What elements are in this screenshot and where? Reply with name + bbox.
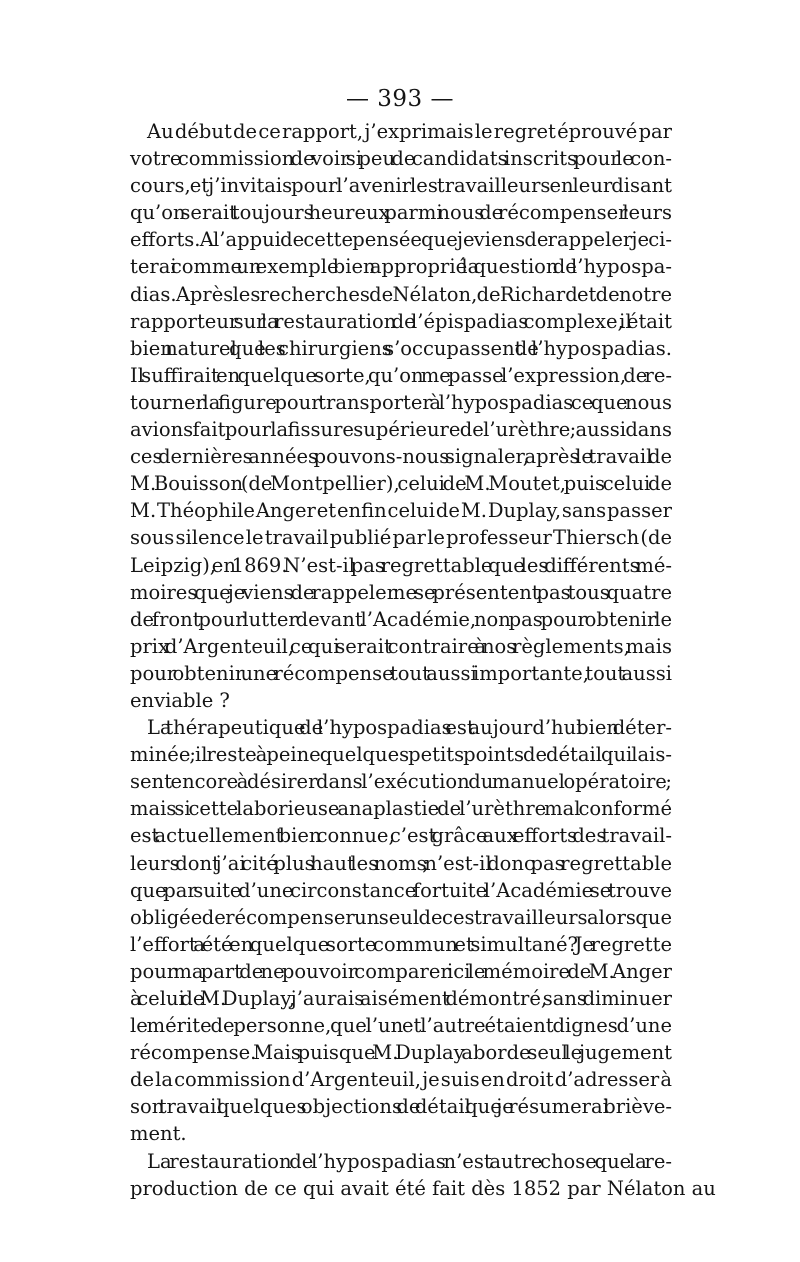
- paragraph-1: [130, 118, 672, 714]
- text-line: sous silence le travail publié par le professeur Thiersch (de: [130, 526, 672, 550]
- text-line: terai comme un exemple bien approprié la question de l’hypospa-: [130, 255, 672, 279]
- text-line: rapporteur sur la restauration de l’épispadias complexe, il était: [130, 309, 672, 333]
- text-line: leurs dont j’ai cité plus haut les noms ; n’est-il donc pas regrettable: [130, 851, 672, 875]
- text-line: M. Théophile Anger et enfin celui de M. Duplay, sans passer: [130, 499, 672, 523]
- text-line: son travail quelques objections de détail que je résumerai briève-: [130, 1095, 672, 1119]
- text-line: La thérapeutique de l’hypospadias est aujourd’hui bien déter-: [147, 716, 672, 740]
- text-line: récompense. Mais puisque M. Duplay aborde seul le jugement: [130, 1041, 672, 1065]
- text-line: que par suite d’une circonstance fortuite l’Académie se trouve: [130, 878, 672, 902]
- text-line: pour ma part de ne pouvoir comparer ici le mémoire de M. Anger: [130, 959, 672, 983]
- text-line: est actuellement bien connue, c’est grâce aux efforts des travail-: [130, 824, 672, 848]
- text-line: La restauration de l’hypospadias n’est autre chose que la re-: [147, 1149, 672, 1173]
- text-line: mais si cette laborieuse anaplastie de l’urèthre mal conformé: [130, 797, 672, 821]
- text-line: M. Bouisson (de Montpellier), celui de M. Moutet, puis celui de: [130, 472, 672, 496]
- text-line: Au début de ce rapport, j’exprimais le regret éprouvé par: [147, 120, 672, 143]
- text-line: à celui de M. Duplay, j’aurais aisément démontré, sans diminuer: [130, 987, 672, 1010]
- text-line: sent encore à désirer dans l’exécution du manuel opératoire ;: [130, 770, 672, 794]
- text-line: cours, et j’invitais pour l’avenir les travailleurs en leur disant: [130, 174, 672, 198]
- body-text: [130, 118, 716, 1202]
- text-line: pour obtenir une récompense tout aussi importante, tout aussi: [130, 661, 672, 685]
- text-line: votre commission de voir si peu de candidats inscrits pour le con-: [130, 147, 672, 171]
- text-line: l’effort a été en quelque sorte commun et simultané? Je regrette: [130, 932, 672, 956]
- page-number: — 393 —: [345, 86, 455, 112]
- text-line: Leipzig), en 1869. N’est-il pas regrettable que les différents mé-: [130, 553, 672, 577]
- text-line: qu’on serait toujours heureux parmi nous de récompenser leurs: [130, 201, 672, 225]
- paragraph-3: [130, 1148, 716, 1202]
- text-line: moires que je viens de rappeler ne se présentent pas tous quatre: [130, 580, 672, 604]
- text-line: tourner la figure pour transporter à l’hypospadias ce que nous: [130, 390, 672, 414]
- text-line: enviable ?: [130, 688, 230, 712]
- text-line: avions fait pour la fissure supérieure de l’urèthre ; aussi dans: [130, 418, 672, 442]
- text-line: le mérite de personne, que l’un et l’autre étaient dignes d’une: [130, 1014, 672, 1038]
- text-line: de front pour lutter devant l’Académie, non pas pour obtenir le: [130, 607, 672, 631]
- text-line: de la commission d’Argenteuil, je suis en droit d’adresser à: [130, 1068, 672, 1092]
- paragraph-2: [130, 714, 672, 1148]
- text-line: bien naturel que les chirurgiens s’occupassent de l’hypospadias.: [130, 336, 672, 360]
- text-line: dias. Après les recherches de Nélaton, de Richard et de notre: [130, 282, 672, 306]
- text-line: ces dernières années pouvons-nous signaler, après le travail de: [130, 445, 672, 469]
- text-line: obligée de récompenser un seul de ces travailleurs alors que: [130, 905, 672, 929]
- text-line: efforts. A l’appui de cette pensée que je viens de rappeler je ci-: [130, 228, 672, 252]
- text-line: production de ce qui avait été fait dès 1852 par Nélaton au: [130, 1176, 716, 1200]
- text-line: minée ; il reste à peine quelques petits points de détail qui lais-: [130, 743, 672, 767]
- text-line: prix d’Argenteuil, ce qui serait contraire à nos règlements, mais: [130, 634, 672, 658]
- text-line: Il suffirait en quelque sorte, qu’on me passe l’expression, de re-: [130, 363, 672, 387]
- text-line: ment.: [130, 1122, 187, 1146]
